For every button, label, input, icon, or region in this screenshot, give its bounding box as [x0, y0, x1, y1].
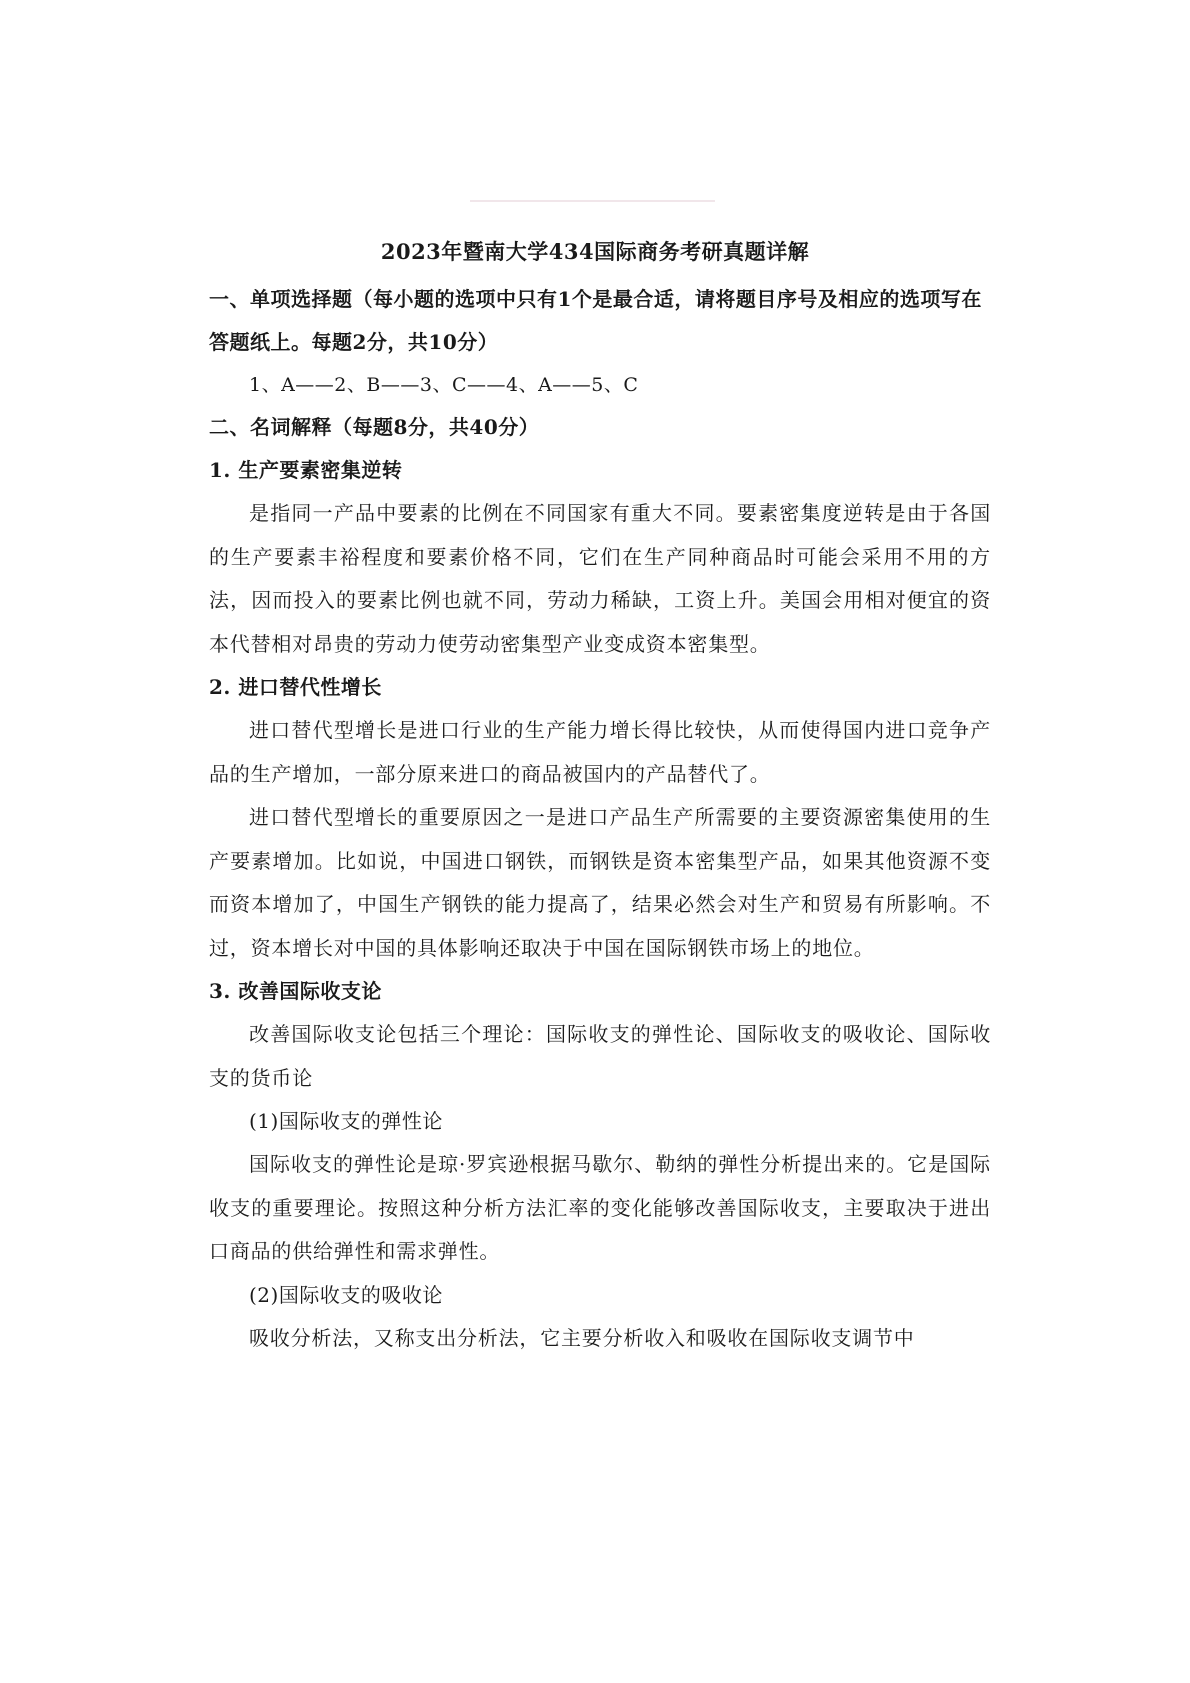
section-2 — [209, 406, 991, 1360]
term-2-paragraph-2: 进口替代型增长的重要原因之一是进口产品生产所需要的主要资源密集使用的生产要素增加。比如说，中国进口钢铁，而钢铁是资本密集型产品，如果其他资源不变而资本增加了，中国生产钢铁的能力提高了，结果必然会对生产和贸易有所影响。不过，资本增长对中国的具体影响还取决于中国在国际钢铁市场上的地位。 — [209, 805, 991, 960]
section-2-heading: 二、名词解释（每题8分，共40分） — [209, 415, 540, 439]
term-2-paragraph-1: 进口替代型增长是进口行业的生产能力增长得比较快，从而使得国内进口竞争产品的生产增加，一部分原来进口的商品被国内的产品替代了。 — [209, 718, 991, 786]
section-1 — [209, 278, 991, 407]
answer-key: 1、A——2、B——3、C——4、A——5、C — [249, 374, 639, 396]
term-3-subsection-2-text: 吸收分析法，又称支出分析法，它主要分析收入和吸收在国际收支调节中 — [249, 1325, 915, 1350]
term-3-intro: 改善国际收支论包括三个理论：国际收支的弹性论、国际收支的吸收论、国际收支的货币论 — [209, 1022, 991, 1090]
term-1-paragraph: 是指同一产品中要素的比例在不同国家有重大不同。要素密集度逆转是由于各国的生产要素丰裕程度和要素价格不同，它们在生产同种商品时可能会采用不用的方法，因而投入的要素比例也就不同，劳动力稀缺，工资上升。美国会用相对便宜的资本代替相对昂贵的劳动力使劳动密集型产业变成资本密集型。 — [209, 501, 991, 656]
term-1-title: 1. 生产要素密集逆转 — [209, 458, 403, 482]
term-3-title: 3. 改善国际收支论 — [209, 979, 382, 1003]
document-title: 2023年暨南大学434国际商务考研真题详解 — [380, 239, 810, 264]
term-3-subsection-2-title: (2)国际收支的吸收论 — [249, 1282, 443, 1307]
section-1-heading: 一、单项选择题（每小题的选项中只有1个是最合适，请将题目序号及相应的选项写在答题纸上。每题2分，共10分） — [209, 287, 982, 354]
term-2-title: 2. 进口替代性增长 — [209, 675, 382, 699]
scan-mark — [470, 200, 715, 202]
term-3-subsection-1-text: 国际收支的弹性论是琼·罗宾逊根据马歇尔、勒纳的弹性分析提出来的。它是国际收支的重要理论。按照这种分析方法汇率的变化能够改善国际收支，主要取决于进出口商品的供给弹性和需求弹性。 — [209, 1152, 991, 1263]
term-3-subsection-1-title: (1)国际收支的弹性论 — [249, 1109, 443, 1133]
